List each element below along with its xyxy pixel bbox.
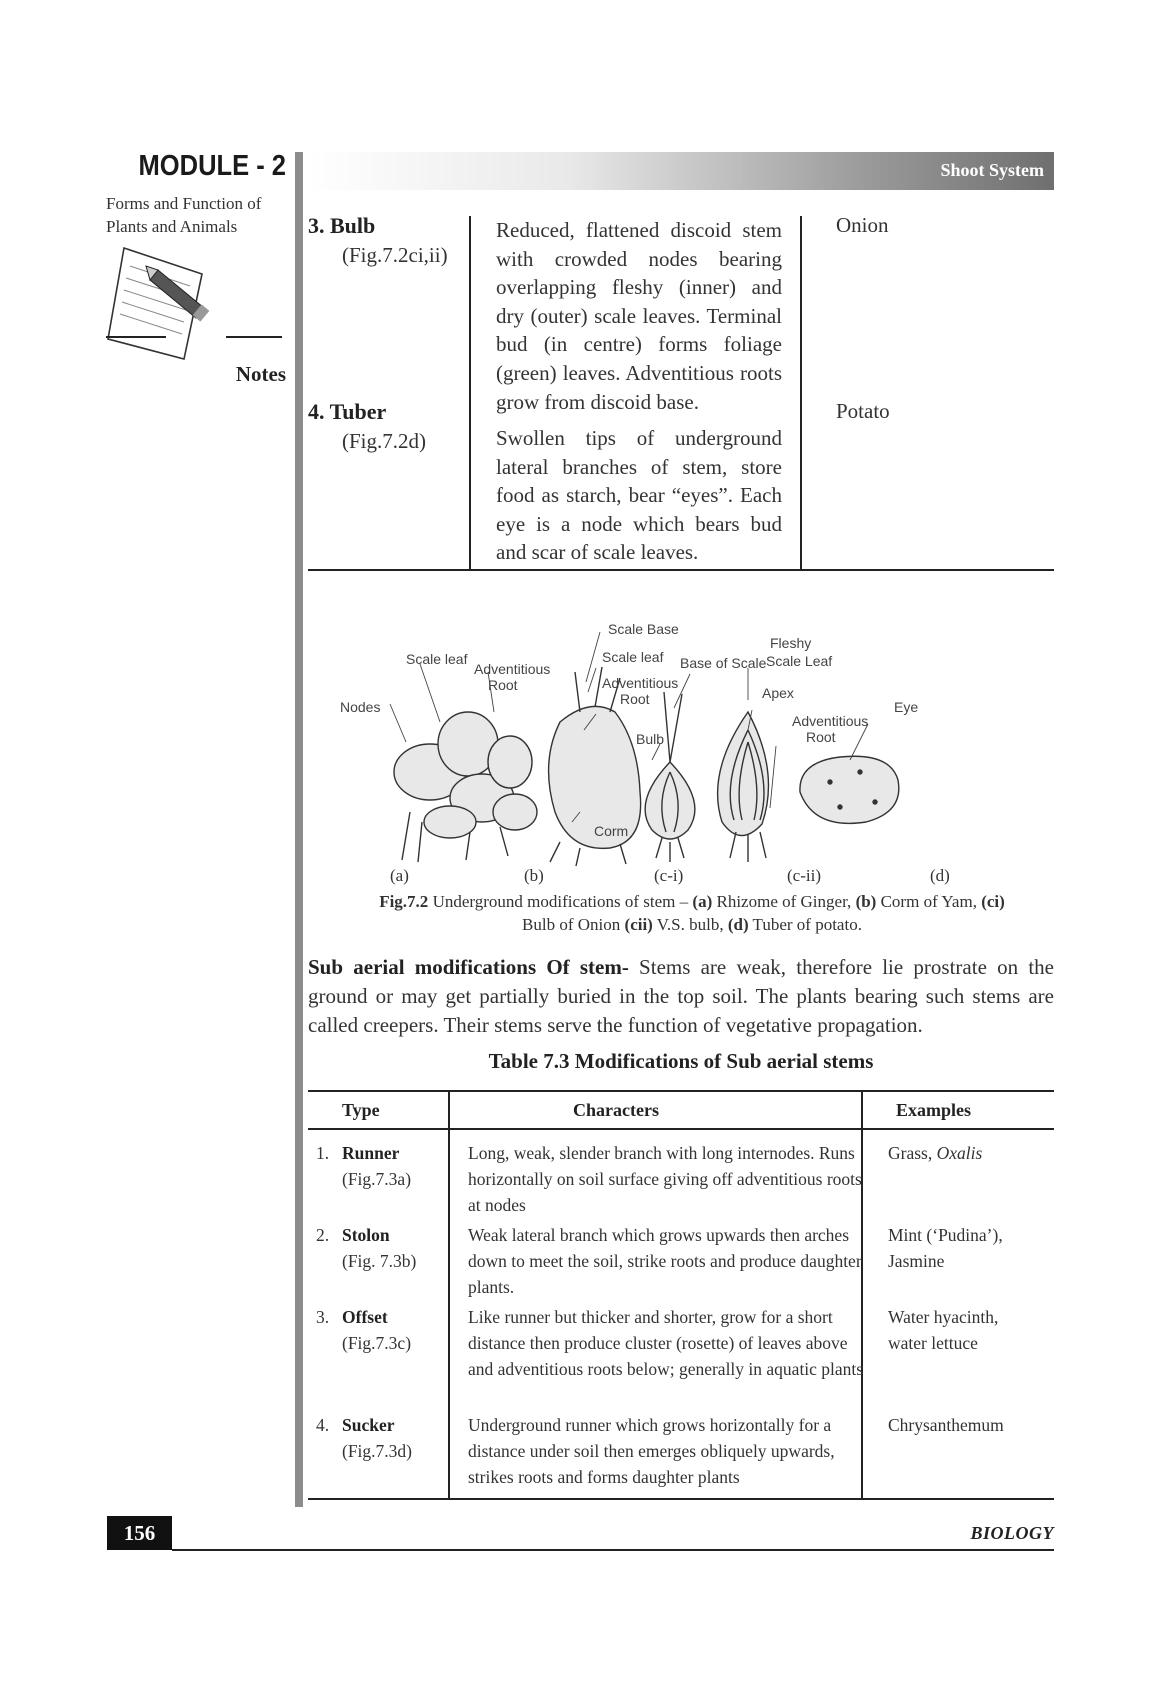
label-fleshy-2: Scale Leaf bbox=[766, 653, 833, 669]
caption-text: Underground modifications of stem – bbox=[428, 892, 693, 911]
example-italic: Oxalis bbox=[936, 1143, 983, 1163]
header-examples: Examples bbox=[896, 1100, 972, 1120]
row-number: 3. bbox=[316, 1307, 330, 1327]
type-name: Offset bbox=[342, 1307, 388, 1327]
label-scale-base: Scale Base bbox=[608, 621, 679, 637]
row-example-tuber: Potato bbox=[836, 399, 890, 423]
caption-text: Corm of Yam, bbox=[876, 892, 982, 911]
table-bottom-rule bbox=[308, 1498, 1054, 1500]
label-corm: Corm bbox=[594, 823, 629, 839]
footer-rule bbox=[172, 1549, 1054, 1551]
figure-sublabel-b: (b) bbox=[524, 866, 544, 885]
caption-text: Rhizome of Ginger, bbox=[712, 892, 856, 911]
type-fig: (Fig.7.3c) bbox=[342, 1333, 412, 1353]
table-row-type bbox=[342, 1304, 411, 1356]
modifications-table bbox=[308, 1090, 1054, 1500]
caption-mark: (b) bbox=[855, 892, 877, 911]
table-row-characters: Underground runner which grows horizontally for a distance under soil then emerges obliquely upwards, strikes roots and forms daughter plants bbox=[468, 1415, 835, 1487]
label-apex: Apex bbox=[762, 685, 794, 701]
row-desc-tuber: Swollen tips of underground lateral branches of stem, store food as starch, bear “eyes”. Each eye is a node which bears bud and scar of scale leaves. bbox=[496, 426, 782, 565]
figure-sublabel-cii: (c-ii) bbox=[787, 866, 821, 885]
type-name: Stolon bbox=[342, 1225, 390, 1245]
table-row-type bbox=[342, 1140, 411, 1192]
table-divider bbox=[800, 216, 802, 570]
table-row-type bbox=[342, 1412, 412, 1464]
section-header-label: Shoot System bbox=[940, 160, 1044, 180]
table-row-characters: Like runner but thicker and shorter, grow for a short distance then produce cluster (rosette) of leaves above and adventitious roots below; generally in aquatic plants bbox=[468, 1307, 864, 1379]
page-number: 156 bbox=[107, 1516, 172, 1550]
table-row-examples: Mint (‘Pudina’), Jasmine bbox=[888, 1225, 1003, 1271]
row-number: 2. bbox=[316, 1225, 330, 1245]
table-divider bbox=[469, 216, 471, 570]
row-type-tuber: 4. Tuber bbox=[308, 399, 387, 424]
subtitle-line-2: Plants and Animals bbox=[106, 217, 238, 236]
table-title: Table 7.3 Modifications of Sub aerial stems bbox=[488, 1049, 874, 1073]
type-name: Runner bbox=[342, 1143, 400, 1163]
module-subtitle bbox=[106, 192, 286, 238]
row-fig-tuber: (Fig.7.2d) bbox=[342, 429, 426, 453]
table-row-examples: Water hyacinth, water lettuce bbox=[888, 1307, 999, 1353]
sub-aerial-paragraph bbox=[308, 953, 1054, 1040]
type-fig: (Fig.7.3d) bbox=[342, 1441, 412, 1461]
label-adventitious-b-2: Root bbox=[620, 691, 650, 707]
label-bulb: Bulb bbox=[636, 731, 665, 747]
row-number: 4. bbox=[316, 1415, 330, 1435]
row-type-bulb: 3. Bulb bbox=[308, 213, 376, 238]
table-row-examples bbox=[888, 1140, 1048, 1166]
figure-sublabel-a: (a) bbox=[390, 866, 409, 885]
row-number: 1. bbox=[316, 1143, 330, 1163]
figure-caption bbox=[312, 890, 1072, 936]
caption-prefix: Fig.7.2 bbox=[379, 892, 429, 911]
type-fig: (Fig. 7.3b) bbox=[342, 1251, 417, 1271]
label-adventitious-c-2: Root bbox=[806, 729, 836, 745]
stem-modifications-figure bbox=[340, 612, 990, 868]
footer-subject: BIOLOGY bbox=[970, 1523, 1054, 1543]
label-eye: Eye bbox=[894, 699, 919, 715]
table-bottom-rule bbox=[308, 569, 1054, 571]
type-name: Sucker bbox=[342, 1415, 395, 1435]
label-scale-leaf-a: Scale leaf bbox=[406, 651, 468, 667]
table-row-examples: Chrysanthemum bbox=[888, 1415, 1004, 1435]
row-fig-bulb: (Fig.7.2ci,ii) bbox=[342, 243, 448, 267]
figure-sublabel-ci: (c-i) bbox=[654, 866, 684, 885]
figure-sublabel-d: (d) bbox=[930, 866, 950, 885]
caption-mark: (ci) bbox=[981, 892, 1005, 911]
table-divider bbox=[448, 1092, 450, 1500]
caption-text: Bulb of Onion bbox=[522, 915, 625, 934]
table-header-rule bbox=[308, 1128, 1054, 1130]
label-adventitious-a-1: Adventitious bbox=[474, 661, 551, 677]
caption-text: V.S. bulb, bbox=[652, 915, 728, 934]
row-example-bulb: Onion bbox=[836, 213, 889, 237]
label-adventitious-a-2: Root bbox=[488, 677, 518, 693]
label-scale-leaf-b: Scale leaf bbox=[602, 649, 664, 665]
onion-bulb-drawing bbox=[645, 692, 695, 862]
section-header-band bbox=[306, 152, 1054, 190]
ginger-rhizome-drawing bbox=[394, 712, 537, 862]
module-title: MODULE - 2 bbox=[138, 150, 286, 182]
margin-bar bbox=[295, 152, 303, 1507]
label-adventitious-b-1: Adventitious bbox=[602, 675, 679, 691]
table-row-characters: Weak lateral branch which grows upwards then arches down to meet the soil, strike roots and produce daughter plants. bbox=[468, 1225, 862, 1297]
paragraph-lead: Sub aerial modifications Of stem- bbox=[308, 955, 629, 979]
table-top-rule bbox=[308, 1090, 1054, 1092]
header-type: Type bbox=[342, 1100, 380, 1120]
notes-label: Notes bbox=[235, 362, 286, 386]
table-row-type bbox=[342, 1222, 416, 1274]
caption-mark: (a) bbox=[692, 892, 713, 911]
caption-text: Tuber of potato. bbox=[748, 915, 862, 934]
pencil-paper-icon bbox=[106, 244, 282, 364]
label-nodes: Nodes bbox=[340, 699, 381, 715]
paragraph-text: Stems are weak, therefore lie prostrate on the ground or may get partially buried in the top soil. The plants bearing such stems are called creepers. Their stems serve the function of vegetative propagation. bbox=[308, 955, 1054, 1037]
caption-mark: (d) bbox=[727, 915, 749, 934]
label-adventitious-c-1: Adventitious bbox=[792, 713, 869, 729]
type-fig: (Fig.7.3a) bbox=[342, 1169, 412, 1189]
label-fleshy-1: Fleshy bbox=[770, 635, 812, 651]
vs-bulb-drawing bbox=[718, 712, 769, 862]
label-base-of-scale: Base of Scale bbox=[680, 655, 767, 671]
row-desc-bulb: Reduced, flattened discoid stem with crowded nodes bearing overlapping fleshy (inner) and dry (outer) scale leaves. Terminal bud (in centre) forms foliage (green) leaves. Adventitious roots grow from discoid base. bbox=[496, 218, 782, 414]
subtitle-line-1: Forms and Function of bbox=[106, 194, 262, 213]
example-text: Grass, bbox=[888, 1143, 937, 1163]
caption-mark: (cii) bbox=[624, 915, 653, 934]
header-characters: Characters bbox=[573, 1100, 659, 1120]
table-row-characters: Long, weak, slender branch with long internodes. Runs horizontally on soil surface giving off adventitious roots at nodes bbox=[468, 1143, 862, 1215]
potato-tuber-drawing bbox=[800, 756, 899, 823]
